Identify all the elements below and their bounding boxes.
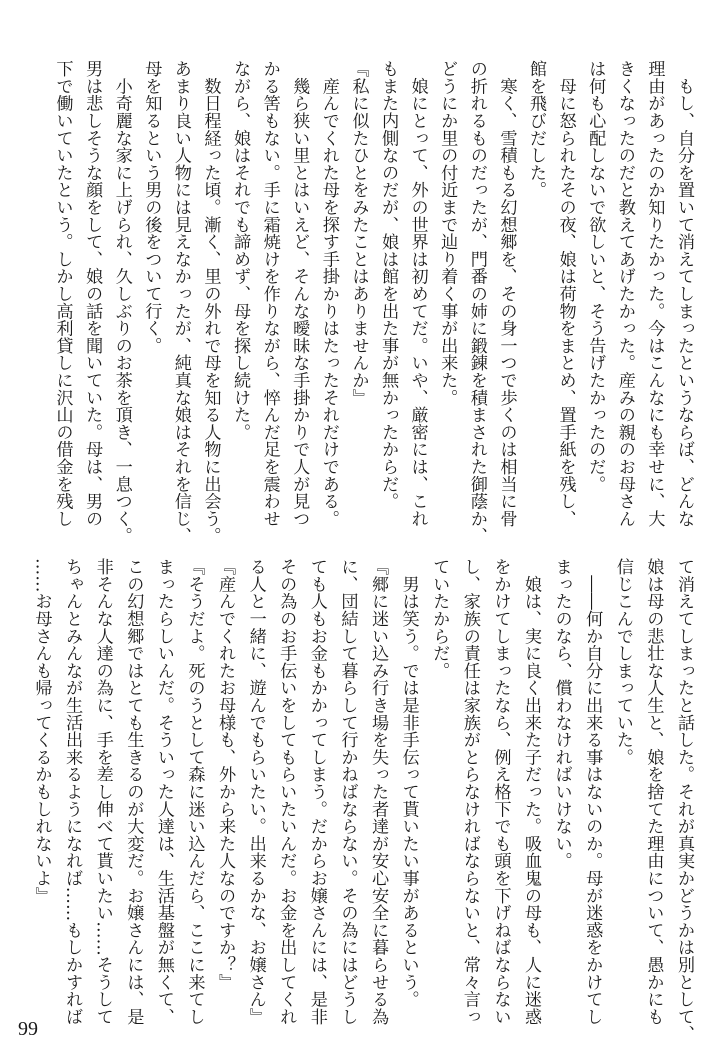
text-column: 男は悲しそうな顔をして、娘の話を聞いていた。母は、男の [82, 60, 103, 528]
text-column: 『産んでくれたお母様も、外から来た人なのですか？』 [215, 558, 236, 991]
text-column: どうにか里の付近まで辿り着く事が出来た。 [437, 60, 458, 406]
text-column: 下で働いていたという。しかし高利貸しに沢山の借金を残し [52, 60, 73, 528]
text-column: 幾ら狭い里とはいえど、そんな曖昧な手掛かりで人が見つ [289, 60, 310, 528]
text-column: 産んでくれた母を探す手掛かりはたったそれだけである。 [318, 60, 339, 528]
text-column: 館を飛びだした。 [526, 60, 547, 199]
text-column: て消えてしまったと話した。それが真実かどうかは別として、 [674, 558, 694, 1043]
text-column: ちゃんとみんなが生活出来るようになれば……もしかすれば [62, 558, 83, 1026]
text-column: 『私に似たひとをみたことはありませんか』 [348, 60, 369, 406]
text-column: に、団結して暮らして行かねばならない。その為にはどうし [337, 558, 358, 1026]
text-column: 母に怒られたその夜、娘は荷物をまとめ、置手紙を残し、 [555, 60, 576, 528]
text-column: 小奇麗な家に上げられ、久しぶりのお茶を頂き、一息つく。 [111, 60, 132, 545]
text-column: 寒く、雪積もる幻想郷を、その身一つで歩くのは相当に骨 [496, 60, 517, 528]
text-column: 母を知るという男の後をついて行く。 [141, 60, 162, 355]
text-column: ても人もお金もかかってしまう。だからお嬢さんには、是非 [306, 558, 327, 1026]
text-column: をかけてしまったなら、例え格下でも頭を下げねばならない [490, 558, 511, 1026]
text-column: 男は笑う。では是非手伝って貰いたい事があるという。 [398, 558, 419, 1008]
text-column: は何も心配しないで欲しいと、そう告げたかったのだ。 [585, 60, 606, 493]
text-column: この幻想郷ではとても生きるのが大変だ。お嬢さんには、是 [123, 558, 144, 1026]
text-column: もし、自分を置いて消えてしまったというならば、どんな [674, 60, 694, 528]
text-column: 『郷に迷い込み行き場を失った者達が安心安全に暮らせる為 [368, 558, 389, 1026]
text-column: し、家族の責任は家族がとらなければならないと、常々言っ [459, 558, 480, 1026]
text-column: る人と一緒に、遊んでもらいたい。出来るかな、お嬢さん』 [245, 558, 266, 1026]
text-column: 『そうだよ。死のうとして森に迷い込んだら、ここに来てし [184, 558, 205, 1026]
text-column: 非そんな人達の為に、手を差し伸べて貰いたい……そうして [92, 558, 113, 1026]
text-column: 娘は母の悲壮な人生と、娘を捨てた理由について、愚かにも [643, 558, 664, 1026]
text-column: 娘は、実に良く出来た子だった。吸血鬼の母も、人に迷惑 [521, 558, 542, 1026]
text-column: まったらしいんだ。そういった人達は、生活基盤が無くて、 [153, 558, 174, 1026]
text-column: かる筈もない。手に霜焼けを作りながら、悴んだ足を震わせ [259, 60, 280, 528]
text-column: 娘にとって、外の世界は初めてだ。いや、厳密には、これ [407, 60, 428, 528]
text-column: 数日程経った頃。漸く、里の外れで母を知る人物に出会う。 [200, 60, 221, 545]
text-column: 理由があったのか知りたかった。今はこんなにも幸せに、大 [644, 60, 665, 528]
upper-text-block [47, 60, 698, 545]
text-column: ていたからだ。 [429, 558, 450, 680]
text-column: の折れるものだったが、門番の姉に鍛錬を積まされた御蔭か、 [466, 60, 487, 545]
text-column: もまた内側なのだが、娘は館を出た事が無かったからだ。 [378, 60, 399, 510]
text-column: ……お母さんも帰ってくるかもしれないよ』 [31, 558, 52, 904]
text-column: まったのなら、償わなければいけない。 [551, 558, 572, 870]
text-column: 信じこんでしまっていた。 [612, 558, 633, 766]
text-column: その為のお手伝いをしてもらいたいんだ。お金を出してくれ [276, 558, 297, 1026]
text-column: ――何か自分に出来る事はないのか。母が迷惑をかけてし [582, 558, 603, 1026]
text-column: ながら、娘はそれでも諦めず、母を探し続けた。 [230, 60, 251, 441]
page-number: 99 [18, 1018, 38, 1040]
text-column: あまり良い人物には見えなかったが、純真な娘はそれを信じ、 [170, 60, 191, 545]
text-column: きくなったのだと教えてあげたかった。産みの親のお母さん [614, 60, 635, 528]
